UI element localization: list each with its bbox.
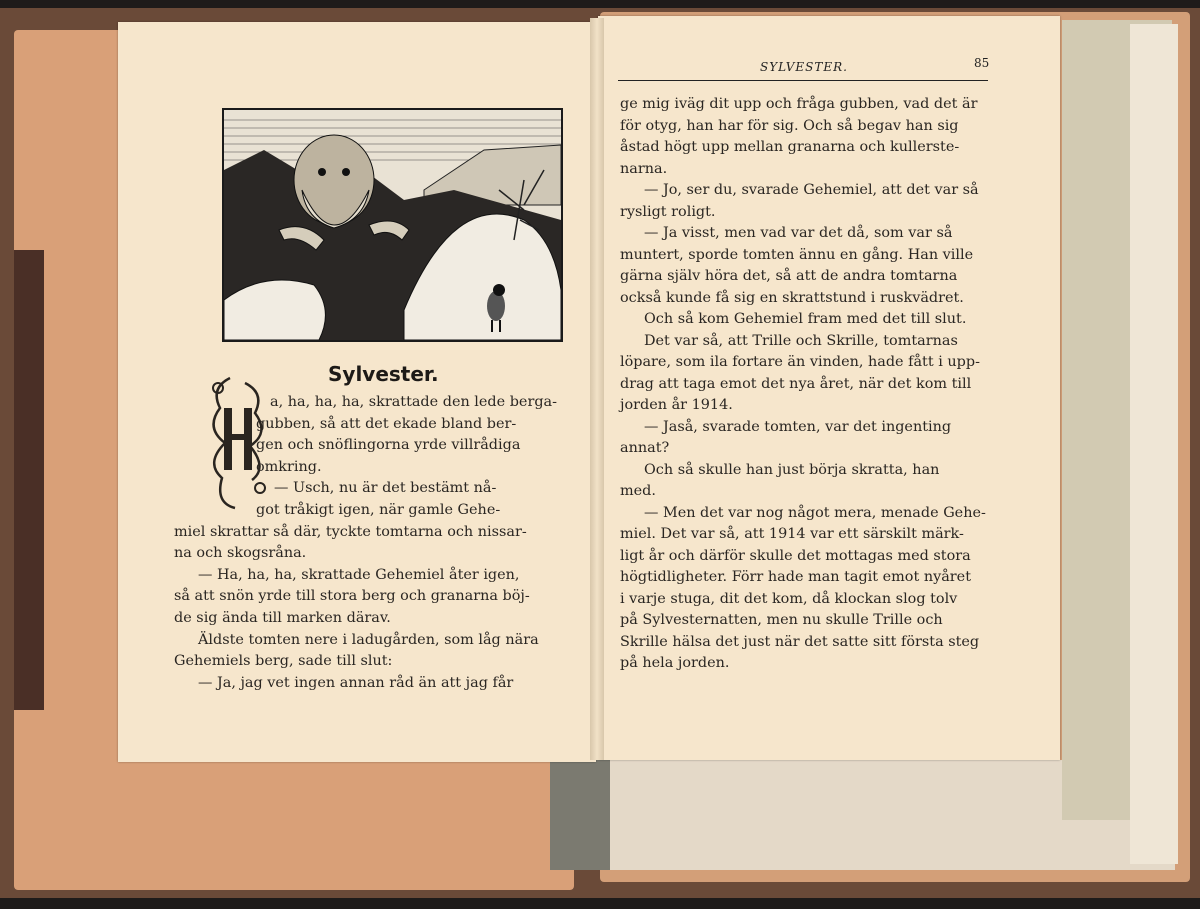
running-head-title: SYLVESTER.: [760, 60, 848, 74]
right-page: [598, 16, 1060, 760]
text-line: rysligt roligt.: [620, 203, 716, 220]
book-spine: [550, 760, 610, 870]
text-line: så att snön yrde till stora berg och granarna böj-: [174, 588, 530, 605]
text-line: för otyg, han har för sig. Och så begav han sig: [620, 117, 959, 134]
text-line: a, ha, ha, ha, skrattade den lede berga-: [270, 394, 557, 410]
text-line: Skrille hälsa det just när det satte sitt första steg: [620, 633, 980, 650]
text-line: — Jaså, svarade tomten, var det ingenting: [644, 418, 952, 435]
page-number: 85: [974, 56, 990, 70]
text-line: narna.: [620, 160, 668, 177]
text-line: — Ja visst, men vad var det då, som var så: [644, 225, 953, 241]
text-line: löpare, som ila fortare än vinden, hade fått i upp-: [620, 354, 980, 370]
text-line: got tråkigt igen, när gamle Gehe-: [256, 501, 501, 518]
cover-corner-leather: [14, 250, 44, 710]
text-line: Det var så, att Trille och Skrille, tomtarnas: [644, 332, 958, 349]
illustration-troll-and-gnome: [222, 108, 563, 342]
text-line: också kunde få sig en skrattstund i ruskvädret.: [620, 289, 964, 306]
text-line: i varje stuga, dit det kom, då klockan slog tolv: [620, 590, 958, 607]
text-line: drag att taga emot det nya året, när det kom till: [620, 375, 972, 392]
left-page: [118, 22, 596, 762]
text-line: — Usch, nu är det bestämt nå-: [274, 480, 497, 497]
running-header: [618, 56, 988, 81]
text-line: — Men det var nog något mera, menade Gehe-: [644, 504, 986, 521]
text-line: Och så kom Gehemiel fram med det till slut.: [644, 311, 967, 327]
text-line: — Ja, jag vet ingen annan råd än att jag får: [198, 674, 514, 691]
text-line: muntert, sporde tomten ännu en gång. Han ville: [620, 246, 974, 263]
text-line: gubben, så att det ekade bland ber-: [256, 415, 517, 432]
text-line: ligt år och därför skulle det mottagas med stora: [620, 547, 971, 564]
text-line: ge mig iväg dit upp och fråga gubben, vad det är: [620, 96, 978, 112]
text-line: högtidligheter. Förr hade man tagit emot nyåret: [620, 569, 971, 585]
text-line: miel. Det var så, att 1914 var ett särskilt märk-: [620, 526, 964, 542]
text-line: miel skrattar så där, tyckte tomtarna och nissar-: [174, 523, 527, 540]
text-line: gen och snöflingorna yrde villrådiga: [256, 437, 521, 454]
text-line: Och så skulle han just börja skratta, han: [644, 461, 940, 478]
chapter-heading: Sylvester.: [328, 362, 439, 386]
text-line: omkring.: [256, 458, 322, 475]
text-line: åstad högt upp mellan granarna och kullerste-: [620, 139, 960, 155]
text-line: Gehemiels berg, sade till slut:: [174, 653, 393, 670]
right-page-body-text: [620, 94, 988, 675]
left-page-body-text: [174, 392, 566, 694]
text-line: jorden år 1914.: [620, 397, 733, 413]
text-line: på Sylvesternatten, men nu skulle Trille och: [620, 612, 943, 628]
text-line: annat?: [620, 440, 670, 456]
text-line: Äldste tomten nere i ladugården, som låg nära: [198, 631, 539, 648]
text-line: gärna själv höra det, så att de andra tomtarna: [620, 268, 958, 284]
text-line: på hela jorden.: [620, 655, 730, 671]
book-gutter: [590, 18, 604, 760]
text-line: de sig ända till marken därav.: [174, 609, 391, 626]
text-line: med.: [620, 483, 656, 499]
text-line: — Ha, ha, ha, skrattade Gehemiel åter igen,: [198, 566, 520, 583]
page-edges-right: [1130, 24, 1178, 864]
text-line: na och skogsråna.: [174, 545, 307, 562]
text-line: — Jo, ser du, svarade Gehemiel, att det var så: [644, 182, 979, 198]
